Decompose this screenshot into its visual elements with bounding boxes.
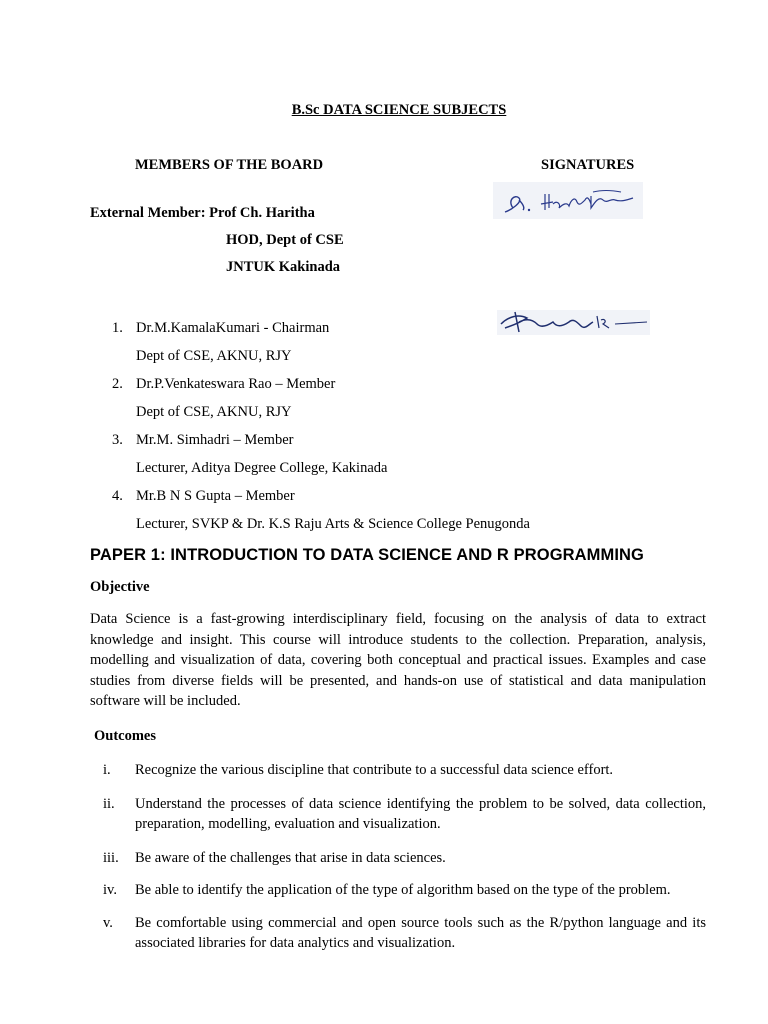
members-heading: MEMBERS OF THE BOARD: [135, 157, 324, 173]
objective-paragraph: Data Science is a fast-growing interdisciplinary field, focusing on the analysis of data to extract knowledge and insight. This course will introduce students to the collection. Preparation, analysis, modelling and visualization of data, covering both conceptual and practical issues. Examples and case studies from diverse fields will be presented, and hands-on use of statistical and data manipulation software will be included.: [90, 611, 706, 709]
external-member-name: External Member: Prof Ch. Haritha: [90, 205, 315, 221]
outcome-number: iii.: [103, 849, 119, 866]
member-name: Dr.M.KamalaKumari - Chairman: [136, 320, 330, 336]
paper-title: PAPER 1: INTRODUCTION TO DATA SCIENCE AND R PROGRAMMING: [90, 546, 644, 564]
board-members-list: [102, 319, 722, 543]
member-number: 2.: [112, 376, 123, 392]
signature-image-haritha: [493, 182, 643, 219]
outcome-item: [90, 848, 706, 869]
outcome-number: v.: [103, 914, 113, 931]
member-number: 4.: [112, 488, 123, 504]
outcomes-heading: Outcomes: [94, 728, 157, 744]
member-department: Lecturer, SVKP & Dr. K.S Raju Arts & Science College Penugonda: [136, 516, 530, 532]
outcome-text: Understand the processes of data science identifying the problem to be solved, data collection, preparation, modelling, evaluation and visualization.: [135, 795, 706, 832]
outcome-number: i.: [103, 762, 111, 778]
board-member-item: [102, 375, 722, 431]
outcome-number: ii.: [103, 795, 115, 812]
outcomes-list: [90, 760, 706, 954]
member-name: Dr.P.Venkateswara Rao – Member: [136, 376, 336, 392]
outcome-item: [90, 760, 706, 781]
outcome-number: iv.: [103, 882, 117, 898]
external-member-designation: HOD, Dept of CSE: [226, 232, 344, 248]
document-title: B.Sc DATA SCIENCE SUBJECTS: [291, 102, 507, 118]
signatures-heading: SIGNATURES: [541, 157, 635, 173]
board-member-item: [102, 431, 722, 487]
member-department: Dept of CSE, AKNU, RJY: [136, 404, 292, 420]
member-number: 3.: [112, 432, 123, 448]
outcome-item: [90, 880, 706, 901]
outcome-text: Be able to identify the application of the type of algorithm based on the type of the problem.: [135, 882, 671, 898]
outcome-item: [90, 913, 706, 954]
outcome-text: Recognize the various discipline that contribute to a successful data science effort.: [135, 762, 614, 778]
outcome-item: [90, 794, 706, 835]
board-member-item: [102, 319, 722, 375]
external-member-institution: JNTUK Kakinada: [226, 259, 341, 275]
member-name: Mr.B N S Gupta – Member: [136, 488, 295, 504]
objective-heading: Objective: [90, 579, 150, 595]
member-department: Dept of CSE, AKNU, RJY: [136, 348, 292, 364]
member-number: 1.: [112, 320, 123, 336]
external-member-signature: [493, 182, 643, 219]
member-department: Lecturer, Aditya Degree College, Kakinada: [136, 460, 388, 476]
board-member-item: [102, 487, 722, 543]
outcome-text: Be comfortable using commercial and open source tools such as the R/python language and its associated libraries for data analytics and visualization.: [135, 914, 706, 951]
outcome-text: Be aware of the challenges that arise in data sciences.: [135, 849, 446, 866]
member-name: Mr.M. Simhadri – Member: [136, 432, 294, 448]
